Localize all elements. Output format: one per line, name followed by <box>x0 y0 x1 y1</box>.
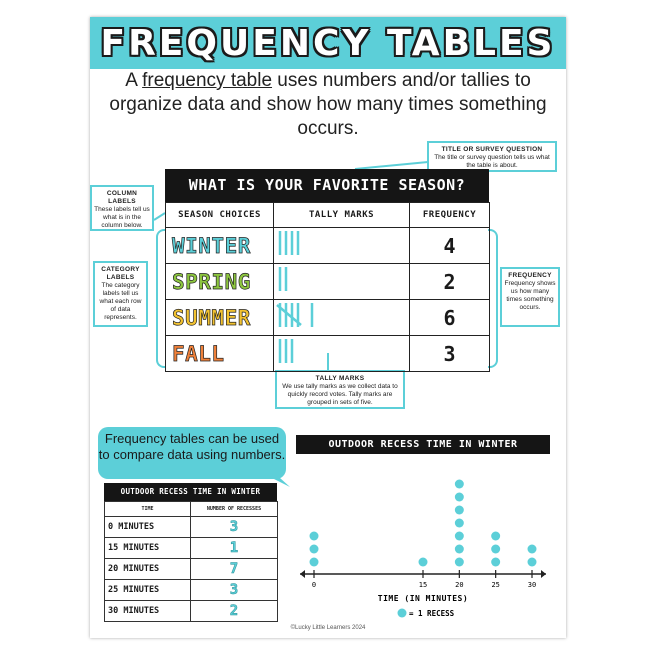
intro-pre: A <box>125 70 143 91</box>
data-dot <box>310 545 319 554</box>
x-tick-label: 0 <box>311 581 317 589</box>
tally-marks-callout: TALLY MARKS We use tally marks as we collect data to quickly record votes. Tally marks are grouped in sets of five. <box>275 370 405 409</box>
data-dot <box>310 532 319 541</box>
anchor-chart-page <box>90 17 566 638</box>
table-row <box>166 228 490 264</box>
tally-marks <box>274 300 354 330</box>
count-cell: 7 <box>191 559 278 580</box>
axis-arrow-left <box>300 570 305 578</box>
data-dot <box>455 545 464 554</box>
time-cell: 20 MINUTES <box>105 559 191 580</box>
season-label: WINTER <box>166 228 274 264</box>
title-callout: TITLE OR SURVEY QUESTION The title or survey question tells us what the table is about. <box>427 141 557 172</box>
dot-plot-canvas <box>296 454 550 619</box>
intro-text <box>100 69 556 141</box>
season-label: SPRING <box>166 264 274 300</box>
axis-arrow-right <box>541 570 546 578</box>
legend-label: = 1 RECESS <box>409 609 455 618</box>
season-label: SUMMER <box>166 300 274 336</box>
data-dot <box>455 532 464 541</box>
data-dot <box>310 558 319 567</box>
season-frequency-table <box>165 169 489 372</box>
data-dot <box>528 545 537 554</box>
frequency-callout: FREQUENCY Frequency shows us how many times something occurs. <box>500 267 560 327</box>
column-header-frequency: FREQUENCY <box>410 203 490 228</box>
tally-cell <box>274 264 410 300</box>
time-cell: 0 MINUTES <box>105 517 191 538</box>
time-cell: 25 MINUTES <box>105 580 191 601</box>
copyright: ©Lucky Little Learners 2024 <box>290 625 366 631</box>
data-dot <box>419 558 428 567</box>
column-header-time: TIME <box>105 502 191 517</box>
intro-post: uses numbers and/or tallies to organize data and show how many times something occurs. <box>109 70 547 139</box>
legend-dot <box>398 609 407 618</box>
data-dot <box>455 558 464 567</box>
table-row <box>166 264 490 300</box>
count-cell: 3 <box>191 517 278 538</box>
recess-table-title: OUTDOOR RECESS TIME IN WINTER <box>104 483 277 501</box>
x-tick-label: 25 <box>491 581 500 589</box>
tally-marks <box>274 264 354 294</box>
frequency-value: 2 <box>410 264 490 300</box>
intro-term: frequency table <box>142 70 273 91</box>
x-tick-label: 30 <box>527 581 537 589</box>
recess-table-grid <box>104 501 278 622</box>
data-dot <box>455 493 464 502</box>
column-labels-callout: COLUMN LABELS These labels tell us what is in the column below. <box>90 185 154 231</box>
table-row <box>105 580 278 601</box>
table-row <box>105 559 278 580</box>
tally-cell <box>274 336 410 372</box>
count-cell: 1 <box>191 538 278 559</box>
x-axis-label: TIME (IN MINUTES) <box>377 594 469 603</box>
season-table-title: WHAT IS YOUR FAVORITE SEASON? <box>165 169 489 202</box>
recess-frequency-table <box>104 483 277 622</box>
frequency-value: 4 <box>410 228 490 264</box>
category-labels-callout: CATEGORY LABELS The category labels tell us what each row of data represents. <box>93 261 148 327</box>
data-dot <box>491 545 500 554</box>
table-row <box>105 517 278 538</box>
data-dot <box>491 558 500 567</box>
data-dot <box>455 506 464 515</box>
frequency-value: 3 <box>410 336 490 372</box>
tally-cell <box>274 300 410 336</box>
column-header-recesses: NUMBER OF RECESSES <box>191 502 278 517</box>
data-dot <box>455 519 464 528</box>
tally-marks <box>274 336 354 366</box>
x-tick-label: 15 <box>418 581 428 589</box>
table-row <box>166 336 490 372</box>
column-header-tally: TALLY MARKS <box>274 203 410 228</box>
time-cell: 15 MINUTES <box>105 538 191 559</box>
title-banner <box>90 17 566 69</box>
data-dot <box>528 558 537 567</box>
count-cell: 2 <box>191 601 278 622</box>
table-row <box>105 538 278 559</box>
data-dot <box>491 532 500 541</box>
tally-marks <box>274 228 354 258</box>
speech-bubble: Frequency tables can be used to compare data using numbers. <box>98 427 286 479</box>
season-label: FALL <box>166 336 274 372</box>
table-row <box>105 601 278 622</box>
dot-plot-title: OUTDOOR RECESS TIME IN WINTER <box>296 435 550 454</box>
column-header-season: SEASON CHOICES <box>166 203 274 228</box>
dot-plot <box>296 435 550 619</box>
season-table-grid <box>165 202 490 372</box>
data-dot <box>455 480 464 489</box>
table-row <box>166 300 490 336</box>
frequency-value: 6 <box>410 300 490 336</box>
page-title: FREQUENCY TABLES <box>100 23 556 64</box>
time-cell: 30 MINUTES <box>105 601 191 622</box>
tally-cell <box>274 228 410 264</box>
x-tick-label: 20 <box>455 581 464 589</box>
count-cell: 3 <box>191 580 278 601</box>
